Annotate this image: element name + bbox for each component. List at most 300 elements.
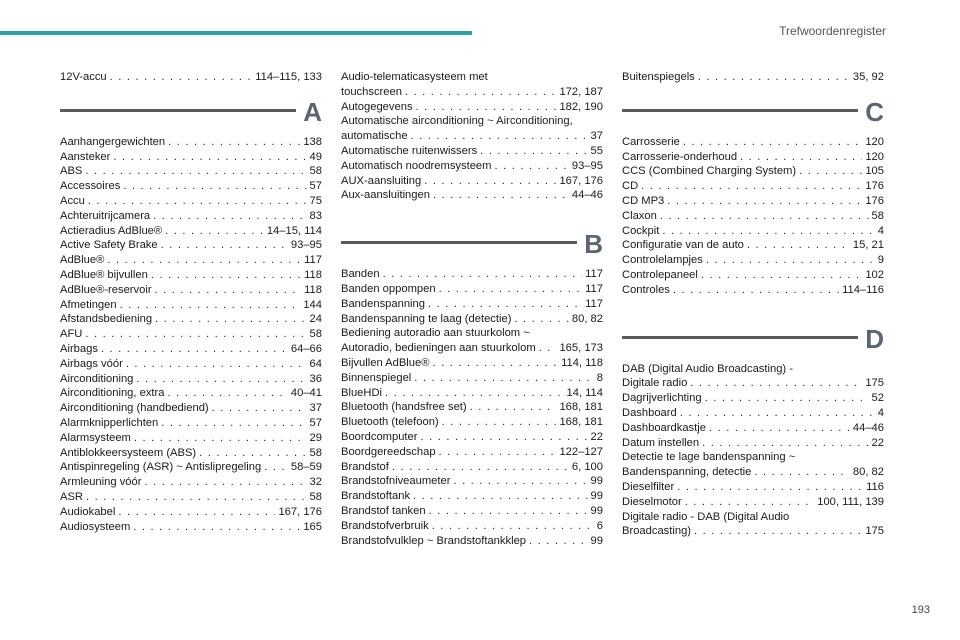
dot-leader (126, 357, 307, 372)
index-page-refs: 176 (865, 194, 884, 207)
index-page-refs: 14–15, 114 (266, 224, 322, 237)
index-entry-line2 (341, 341, 603, 356)
index-page-refs: 117 (585, 282, 603, 295)
index-page-refs: 4 (877, 406, 884, 419)
section-letter: A (303, 96, 322, 127)
index-term: Banden oppompen (341, 282, 436, 295)
dot-leader (673, 283, 839, 298)
dot-leader (212, 401, 307, 416)
dot-leader (134, 431, 307, 446)
index-entry (60, 283, 322, 298)
page-number: 193 (911, 604, 930, 616)
index-page-refs: 49 (309, 150, 322, 163)
dot-leader (470, 400, 557, 415)
index-page-refs: 24 (309, 313, 322, 326)
index-page-refs: 6 (596, 519, 603, 532)
dot-leader (432, 519, 594, 534)
index-term: Broadcasting) (622, 525, 692, 538)
index-entry (622, 135, 884, 150)
index-term: Binnenspiegel (341, 371, 412, 384)
index-term: Bijvullen AdBlue® (341, 356, 430, 369)
index-entry (622, 421, 884, 436)
index-page-refs: 165 (303, 520, 322, 533)
dot-leader (123, 179, 306, 194)
section-spacer (341, 203, 603, 217)
index-entry (60, 490, 322, 505)
section-rule (622, 109, 858, 112)
index-entry (341, 188, 603, 203)
index-entry (60, 164, 322, 179)
index-term: Bediening autoradio aan stuurkolom ~ (341, 327, 530, 340)
dot-leader (667, 194, 862, 209)
dot-leader (86, 490, 307, 505)
index-term: Automatische airconditioning ~ Airconditioning, (341, 115, 573, 128)
index-page-refs: 114–116 (842, 283, 884, 296)
index-term: Bluetooth (handsfree set) (341, 401, 467, 414)
index-entry (622, 495, 884, 510)
index-entry (341, 504, 603, 519)
index-entry (60, 224, 322, 239)
dot-leader (662, 224, 874, 239)
dot-leader (706, 253, 875, 268)
index-term: Dieselfilter (622, 480, 675, 493)
index-term: Brandstof tanken (341, 504, 426, 517)
index-page-refs: 100, 111, 139 (817, 495, 884, 508)
index-page-refs: 58 (309, 328, 322, 341)
index-page-refs: 4 (877, 224, 884, 237)
dot-leader (120, 298, 301, 313)
index-entry (622, 179, 884, 194)
dot-leader (113, 150, 306, 165)
index-term: Armleuning vóór (60, 476, 142, 489)
index-term: AFU (60, 328, 83, 341)
index-term: Airconditioning, extra (60, 387, 165, 400)
dot-leader (392, 460, 569, 475)
index-entry-line1 (341, 326, 603, 341)
index-term: Bluetooth (telefoon) (341, 416, 439, 429)
index-entry-line2 (341, 129, 603, 144)
index-term: Cockpit (622, 224, 660, 237)
index-column-2 (341, 70, 603, 548)
index-term: Autogegevens (341, 100, 413, 113)
index-entry (60, 520, 322, 535)
index-entry (341, 400, 603, 415)
dot-leader (701, 268, 862, 283)
dot-leader (685, 495, 815, 510)
dot-leader (88, 194, 307, 209)
index-term: AdBlue® bijvullen (60, 268, 148, 281)
index-term: Airbags (60, 342, 98, 355)
dot-leader (702, 436, 868, 451)
dot-leader (740, 150, 862, 165)
index-term: Configuratie van de auto (622, 239, 744, 252)
index-page-refs: 57 (309, 416, 322, 429)
index-entry (60, 135, 322, 150)
index-entry (60, 372, 322, 387)
index-page-refs: 122–127 (559, 445, 603, 458)
index-entry (60, 194, 322, 209)
index-page-refs: 75 (309, 194, 322, 207)
index-entry (60, 342, 322, 357)
index-entry (60, 238, 322, 253)
dot-leader (411, 129, 588, 144)
index-page-refs: 168, 181 (559, 416, 603, 429)
index-page-refs: 118 (304, 283, 322, 296)
dot-leader (101, 342, 288, 357)
section-letter: D (865, 323, 884, 354)
index-term: AUX-aansluiting (341, 174, 422, 187)
index-term: Buitenspiegels (622, 71, 695, 83)
index-entry (60, 298, 322, 313)
index-entry-line1 (341, 114, 603, 129)
index-page-refs: 32 (309, 476, 322, 489)
index-entry (341, 159, 603, 174)
index-page-refs: 93–95 (571, 159, 603, 172)
index-entry (341, 386, 603, 401)
dot-leader (144, 475, 306, 490)
index-page-refs: 167, 176 (559, 174, 603, 187)
index-term: Airconditioning (handbediend) (60, 402, 209, 415)
dot-leader (161, 238, 288, 253)
index-page-refs: 80, 82 (571, 312, 603, 325)
section-letter: C (865, 96, 884, 127)
index-entry (341, 474, 603, 489)
dot-leader (698, 70, 850, 85)
index-term: ASR (60, 490, 84, 503)
index-term: Banden (341, 268, 380, 281)
dot-leader (85, 164, 306, 179)
dot-leader (413, 489, 588, 504)
index-page-refs: 144 (303, 298, 322, 311)
index-page-refs: 6, 100 (571, 460, 603, 473)
index-page-refs: 64 (309, 357, 322, 370)
index-entry (60, 70, 322, 85)
index-entry (341, 445, 603, 460)
index-page-refs: 58 (871, 209, 884, 222)
index-term: Carrosserie (622, 135, 680, 148)
index-term: Bandenspanning, detectie (622, 466, 752, 479)
index-entry (60, 327, 322, 342)
index-entry (60, 150, 322, 165)
index-term: Dashboardkastje (622, 421, 706, 434)
index-term: Aanhangergewichten (60, 135, 166, 148)
dot-leader (429, 504, 588, 519)
index-entry-line2 (341, 85, 603, 100)
index-term: Antispinregeling (ASR) ~ Antislipregeling (60, 461, 262, 474)
index-page-refs: 8 (596, 371, 603, 384)
index-entry (341, 297, 603, 312)
index-entry (60, 209, 322, 224)
index-entry (341, 460, 603, 475)
index-term: Afmetingen (60, 298, 117, 311)
dot-leader (539, 341, 557, 356)
index-term: automatische (341, 130, 408, 143)
index-page-refs: 176 (865, 180, 884, 193)
index-entry (341, 371, 603, 386)
index-page-refs: 36 (309, 372, 322, 385)
index-entry (341, 312, 603, 327)
index-page-refs: 40–41 (290, 387, 322, 400)
index-entry (622, 253, 884, 268)
index-entry (622, 70, 884, 85)
index-page-refs: 44–46 (571, 189, 603, 202)
index-entry (622, 150, 884, 165)
index-page-refs: 172, 187 (559, 85, 603, 98)
index-term: touchscreen (341, 85, 402, 98)
dot-leader (480, 144, 587, 159)
dot-leader (383, 267, 583, 282)
index-entry (341, 534, 603, 549)
dot-leader (432, 356, 558, 371)
index-term: Controles (622, 283, 670, 296)
dot-leader (428, 297, 582, 312)
index-term: Automatische ruitenwissers (341, 144, 478, 157)
index-term: BlueHDi (341, 386, 383, 399)
index-page-refs: 93–95 (290, 239, 322, 252)
index-page-refs: 22 (871, 436, 884, 449)
dot-leader (110, 70, 253, 85)
dot-leader (690, 376, 862, 391)
index-entry (60, 505, 322, 520)
index-page-refs: 175 (865, 377, 884, 390)
section-letter: B (584, 229, 603, 260)
index-entry (60, 253, 322, 268)
index-page-refs: 99 (590, 504, 603, 517)
index-page-refs: 44–46 (852, 421, 884, 434)
index-entry (60, 386, 322, 401)
index-page-refs: 55 (590, 144, 603, 157)
dot-leader (754, 465, 850, 480)
section-rule (622, 336, 858, 339)
index-page-refs: 80, 82 (852, 466, 884, 479)
index-page-refs: 22 (590, 430, 603, 443)
dot-leader (165, 224, 264, 239)
index-page-refs: 116 (866, 480, 884, 493)
index-page-refs: 83 (309, 209, 322, 222)
index-entry (622, 510, 884, 540)
index-term: Bandenspanning (341, 297, 425, 310)
index-term: Brandstofvulklep ~ Brandstoftankklep (341, 534, 527, 547)
dot-leader (85, 327, 306, 342)
dot-leader (453, 474, 587, 489)
dot-leader (405, 85, 556, 100)
index-page-refs: 64–66 (290, 342, 322, 355)
index-page-refs: 167, 176 (278, 505, 322, 518)
dot-leader (421, 430, 588, 445)
index-entry (622, 209, 884, 224)
index-entry (622, 480, 884, 495)
index-entry (60, 179, 322, 194)
index-entry (341, 174, 603, 189)
index-entry-line2 (622, 465, 884, 480)
index-entry-line1 (622, 450, 884, 465)
index-entry (60, 416, 322, 431)
index-entry (341, 267, 603, 282)
index-page-refs: 165, 173 (559, 342, 603, 355)
index-entry (341, 356, 603, 371)
index-term: Brandstof (341, 460, 389, 473)
dot-leader (529, 534, 588, 549)
dot-leader (168, 135, 300, 150)
index-term: Boordgereedschap (341, 445, 436, 458)
index-term: Brandstoftank (341, 490, 411, 503)
dot-leader (747, 238, 850, 253)
dot-leader (153, 209, 306, 224)
index-column-3 (622, 70, 884, 539)
index-page-refs: 138 (303, 135, 322, 148)
dot-leader (514, 312, 568, 327)
dot-leader (439, 445, 557, 460)
index-page-refs: 58–59 (290, 461, 322, 474)
index-term: Aansteker (60, 150, 111, 163)
index-page-refs: 58 (309, 490, 322, 503)
dot-leader (442, 415, 557, 430)
index-entry-line1 (622, 362, 884, 377)
index-page-refs: 29 (309, 431, 322, 444)
index-page-refs: 120 (865, 150, 884, 163)
index-page-refs: 117 (585, 268, 603, 281)
index-term: Airconditioning (60, 372, 134, 385)
page-header-title: Trefwoordenregister (779, 24, 886, 38)
section-header-a (60, 96, 322, 129)
dot-leader (660, 209, 869, 224)
dot-leader (161, 416, 306, 431)
dot-leader (439, 282, 583, 297)
index-page-refs: 57 (309, 180, 322, 193)
index-page-refs: 58 (309, 446, 322, 459)
index-term: Bandenspanning te laag (detectie) (341, 312, 512, 325)
index-entry-line2 (622, 524, 884, 539)
dot-leader (151, 268, 301, 283)
index-term: Carrosserie-onderhoud (622, 150, 738, 163)
dot-leader (385, 386, 563, 401)
index-term: Digitale radio (622, 377, 688, 390)
index-entry (60, 460, 322, 475)
index-page-refs: 114, 118 (561, 356, 603, 369)
index-entry-line2 (622, 376, 884, 391)
index-term: Antiblokkeersysteem (ABS) (60, 446, 197, 459)
index-term: CCS (Combined Charging System) (622, 165, 797, 178)
index-page-refs: 52 (871, 392, 884, 405)
index-term: Accu (60, 194, 85, 207)
index-entry (341, 415, 603, 430)
index-term: Actieradius AdBlue® (60, 224, 163, 237)
dot-leader (705, 391, 869, 406)
index-term: DAB (Digital Audio Broadcasting) - (622, 362, 793, 375)
index-page-refs: 99 (590, 475, 603, 488)
index-term: CD (622, 180, 639, 193)
index-page-refs: 99 (590, 534, 603, 547)
index-page-refs: 35, 92 (852, 71, 884, 83)
dot-leader (799, 164, 862, 179)
index-term: Audiokabel (60, 505, 116, 518)
dot-leader (641, 179, 862, 194)
index-column-1 (60, 70, 322, 534)
section-header-b (341, 231, 603, 261)
index-page-refs: 14, 114 (566, 386, 603, 399)
index-term: Controlepaneel (622, 268, 698, 281)
index-entry (341, 489, 603, 504)
index-page-refs: 114–115, 133 (255, 71, 322, 83)
dot-leader (680, 406, 875, 421)
index-entry (60, 268, 322, 283)
index-entry (60, 357, 322, 372)
index-page-refs: 37 (590, 130, 603, 143)
index-entry (60, 475, 322, 490)
index-entry (60, 446, 322, 461)
index-entry (622, 194, 884, 209)
dot-leader (709, 421, 850, 436)
index-term: Detectie te lage bandenspanning ~ (622, 451, 796, 464)
index-term: Dieselmotor (622, 495, 682, 508)
index-page-refs: 58 (309, 165, 322, 178)
index-term: CD MP3 (622, 194, 665, 207)
index-term: AdBlue®-reservoir (60, 283, 152, 296)
index-term: Accessoires (60, 180, 121, 193)
index-entry (622, 238, 884, 253)
index-term: Audio-telematicasysteem met (341, 71, 488, 83)
index-page-refs: 168, 181 (559, 401, 603, 414)
index-term: Aux-aansluitingen (341, 189, 430, 202)
index-term: Achteruitrijcamera (60, 209, 151, 222)
index-entry (622, 224, 884, 239)
index-entry (622, 406, 884, 421)
section-header-c (622, 96, 884, 129)
dot-leader (683, 135, 863, 150)
dot-leader (494, 159, 568, 174)
index-term: Boordcomputer (341, 430, 418, 443)
index-entry (341, 144, 603, 159)
index-term: Claxon (622, 209, 657, 222)
index-page-refs: 15, 21 (852, 239, 884, 252)
index-term: Airbags vóór (60, 357, 123, 370)
index-entry (341, 70, 603, 100)
dot-leader (155, 283, 302, 298)
section-rule (60, 109, 296, 112)
index-page-refs: 118 (304, 268, 322, 281)
index-entry-line1 (341, 70, 603, 85)
index-entry (622, 391, 884, 406)
index-entry (622, 436, 884, 451)
header-accent-bar (0, 31, 472, 35)
index-term: ABS (60, 165, 83, 178)
dot-leader (694, 524, 862, 539)
index-entry (341, 100, 603, 115)
index-entry (60, 312, 322, 327)
index-term: Automatisch noodremsysteem (341, 159, 492, 172)
index-entry (341, 430, 603, 445)
index-term: Dagrijverlichting (622, 392, 702, 405)
index-term: Active Safety Brake (60, 239, 158, 252)
index-page-refs: 175 (865, 525, 884, 538)
index-entry-line1 (622, 510, 884, 525)
dot-leader (118, 505, 275, 520)
index-term: Alarmknipperlichten (60, 416, 159, 429)
dot-leader (107, 253, 301, 268)
dot-leader (199, 446, 306, 461)
index-entry (341, 326, 603, 356)
index-term: Digitale radio - DAB (Digital Audio (622, 510, 790, 523)
dot-leader (414, 371, 593, 386)
index-entry (622, 362, 884, 392)
dot-leader (167, 386, 287, 401)
index-entry (622, 268, 884, 283)
index-entry (60, 401, 322, 416)
index-entry (622, 450, 884, 480)
index-term: Audiosysteem (60, 520, 131, 533)
index-term: Afstandsbediening (60, 313, 153, 326)
dot-leader (155, 312, 306, 327)
